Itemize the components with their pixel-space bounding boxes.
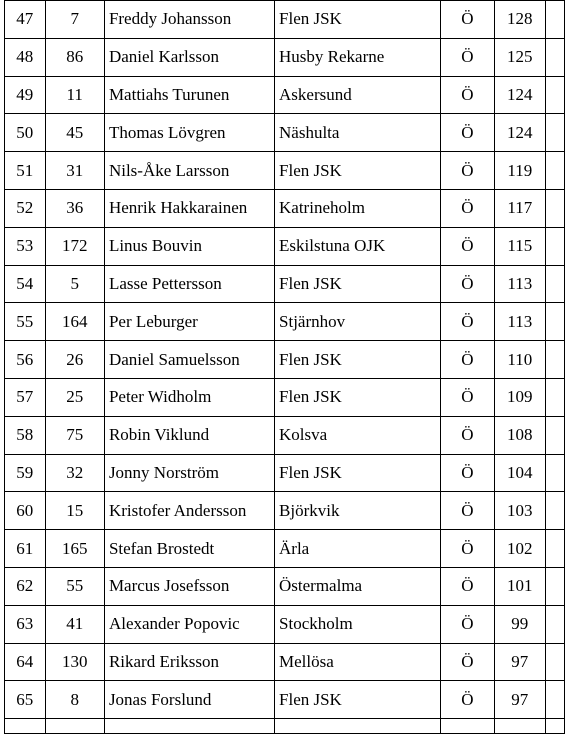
extra-cell	[545, 681, 564, 719]
table-row	[5, 114, 565, 152]
name-cell: Henrik Hakkarainen	[104, 189, 274, 227]
results-table	[4, 0, 565, 734]
table-row	[5, 454, 565, 492]
points-cell: 117	[494, 189, 545, 227]
table-row	[5, 152, 565, 190]
place-cell: 65	[5, 681, 46, 719]
extra-cell	[545, 1, 564, 39]
table-row	[5, 378, 565, 416]
club-cell: Eskilstuna OJK	[275, 227, 441, 265]
table-row	[5, 189, 565, 227]
table-row	[5, 681, 565, 719]
table-row	[5, 38, 565, 76]
table-row	[5, 76, 565, 114]
points-cell: 101	[494, 567, 545, 605]
points-cell: 97	[494, 681, 545, 719]
table-row-partial	[5, 719, 565, 734]
name-cell: Nils-Åke Larsson	[104, 152, 274, 190]
number-cell: 32	[45, 454, 104, 492]
extra-cell	[545, 303, 564, 341]
name-cell: Mattiahs Turunen	[104, 76, 274, 114]
place-cell: 60	[5, 492, 46, 530]
place-cell: 63	[5, 605, 46, 643]
table-row	[5, 567, 565, 605]
name-cell	[104, 719, 274, 734]
class-cell: Ö	[441, 681, 495, 719]
club-cell: Stjärnhov	[275, 303, 441, 341]
extra-cell	[545, 605, 564, 643]
points-cell: 124	[494, 114, 545, 152]
number-cell: 172	[45, 227, 104, 265]
class-cell: Ö	[441, 38, 495, 76]
name-cell: Per Leburger	[104, 303, 274, 341]
extra-cell	[545, 719, 564, 734]
points-cell: 115	[494, 227, 545, 265]
club-cell: Flen JSK	[275, 152, 441, 190]
club-cell: Flen JSK	[275, 341, 441, 379]
number-cell: 8	[45, 681, 104, 719]
extra-cell	[545, 341, 564, 379]
place-cell: 51	[5, 152, 46, 190]
extra-cell	[545, 378, 564, 416]
place-cell: 47	[5, 1, 46, 39]
number-cell: 130	[45, 643, 104, 681]
class-cell: Ö	[441, 189, 495, 227]
class-cell: Ö	[441, 567, 495, 605]
club-cell: Flen JSK	[275, 681, 441, 719]
place-cell: 62	[5, 567, 46, 605]
name-cell: Stefan Brostedt	[104, 530, 274, 568]
place-cell: 61	[5, 530, 46, 568]
number-cell: 11	[45, 76, 104, 114]
club-cell: Mellösa	[275, 643, 441, 681]
place-cell: 48	[5, 38, 46, 76]
place-cell	[5, 719, 46, 734]
place-cell: 53	[5, 227, 46, 265]
number-cell: 15	[45, 492, 104, 530]
extra-cell	[545, 492, 564, 530]
name-cell: Lasse Pettersson	[104, 265, 274, 303]
number-cell	[45, 719, 104, 734]
name-cell: Freddy Johansson	[104, 1, 274, 39]
place-cell: 50	[5, 114, 46, 152]
name-cell: Linus Bouvin	[104, 227, 274, 265]
extra-cell	[545, 189, 564, 227]
name-cell: Kristofer Andersson	[104, 492, 274, 530]
club-cell: Flen JSK	[275, 265, 441, 303]
extra-cell	[545, 530, 564, 568]
results-table-body	[5, 1, 565, 734]
club-cell: Björkvik	[275, 492, 441, 530]
class-cell: Ö	[441, 114, 495, 152]
name-cell: Rikard Eriksson	[104, 643, 274, 681]
club-cell: Husby Rekarne	[275, 38, 441, 76]
extra-cell	[545, 416, 564, 454]
class-cell: Ö	[441, 492, 495, 530]
club-cell: Askersund	[275, 76, 441, 114]
extra-cell	[545, 114, 564, 152]
club-cell: Stockholm	[275, 605, 441, 643]
club-cell: Flen JSK	[275, 378, 441, 416]
place-cell: 49	[5, 76, 46, 114]
name-cell: Daniel Samuelsson	[104, 341, 274, 379]
points-cell: 99	[494, 605, 545, 643]
name-cell: Thomas Lövgren	[104, 114, 274, 152]
class-cell: Ö	[441, 1, 495, 39]
place-cell: 57	[5, 378, 46, 416]
name-cell: Robin Viklund	[104, 416, 274, 454]
class-cell: Ö	[441, 605, 495, 643]
number-cell: 7	[45, 1, 104, 39]
number-cell: 86	[45, 38, 104, 76]
name-cell: Jonas Forslund	[104, 681, 274, 719]
number-cell: 26	[45, 341, 104, 379]
points-cell: 124	[494, 76, 545, 114]
points-cell	[494, 719, 545, 734]
number-cell: 5	[45, 265, 104, 303]
place-cell: 64	[5, 643, 46, 681]
number-cell: 164	[45, 303, 104, 341]
extra-cell	[545, 643, 564, 681]
extra-cell	[545, 227, 564, 265]
points-cell: 128	[494, 1, 545, 39]
table-row	[5, 227, 565, 265]
class-cell: Ö	[441, 152, 495, 190]
class-cell: Ö	[441, 76, 495, 114]
club-cell: Näshulta	[275, 114, 441, 152]
extra-cell	[545, 567, 564, 605]
class-cell: Ö	[441, 227, 495, 265]
place-cell: 58	[5, 416, 46, 454]
name-cell: Marcus Josefsson	[104, 567, 274, 605]
points-cell: 119	[494, 152, 545, 190]
points-cell: 102	[494, 530, 545, 568]
extra-cell	[545, 265, 564, 303]
place-cell: 54	[5, 265, 46, 303]
club-cell: Ärla	[275, 530, 441, 568]
place-cell: 59	[5, 454, 46, 492]
name-cell: Alexander Popovic	[104, 605, 274, 643]
class-cell	[441, 719, 495, 734]
number-cell: 41	[45, 605, 104, 643]
points-cell: 125	[494, 38, 545, 76]
club-cell: Katrineholm	[275, 189, 441, 227]
points-cell: 103	[494, 492, 545, 530]
class-cell: Ö	[441, 341, 495, 379]
name-cell: Daniel Karlsson	[104, 38, 274, 76]
number-cell: 25	[45, 378, 104, 416]
points-cell: 113	[494, 265, 545, 303]
number-cell: 75	[45, 416, 104, 454]
class-cell: Ö	[441, 265, 495, 303]
club-cell: Flen JSK	[275, 1, 441, 39]
class-cell: Ö	[441, 378, 495, 416]
extra-cell	[545, 38, 564, 76]
points-cell: 109	[494, 378, 545, 416]
table-row	[5, 643, 565, 681]
points-cell: 97	[494, 643, 545, 681]
number-cell: 45	[45, 114, 104, 152]
number-cell: 36	[45, 189, 104, 227]
number-cell: 165	[45, 530, 104, 568]
extra-cell	[545, 76, 564, 114]
class-cell: Ö	[441, 454, 495, 492]
table-row	[5, 605, 565, 643]
table-row	[5, 1, 565, 39]
class-cell: Ö	[441, 416, 495, 454]
club-cell	[275, 719, 441, 734]
table-row	[5, 530, 565, 568]
name-cell: Peter Widholm	[104, 378, 274, 416]
class-cell: Ö	[441, 303, 495, 341]
points-cell: 110	[494, 341, 545, 379]
table-row	[5, 341, 565, 379]
number-cell: 55	[45, 567, 104, 605]
class-cell: Ö	[441, 643, 495, 681]
table-row	[5, 265, 565, 303]
table-row	[5, 492, 565, 530]
place-cell: 56	[5, 341, 46, 379]
club-cell: Kolsva	[275, 416, 441, 454]
extra-cell	[545, 152, 564, 190]
table-row	[5, 416, 565, 454]
number-cell: 31	[45, 152, 104, 190]
table-row	[5, 303, 565, 341]
class-cell: Ö	[441, 530, 495, 568]
points-cell: 108	[494, 416, 545, 454]
place-cell: 55	[5, 303, 46, 341]
place-cell: 52	[5, 189, 46, 227]
name-cell: Jonny Norström	[104, 454, 274, 492]
club-cell: Flen JSK	[275, 454, 441, 492]
extra-cell	[545, 454, 564, 492]
club-cell: Östermalma	[275, 567, 441, 605]
points-cell: 104	[494, 454, 545, 492]
points-cell: 113	[494, 303, 545, 341]
